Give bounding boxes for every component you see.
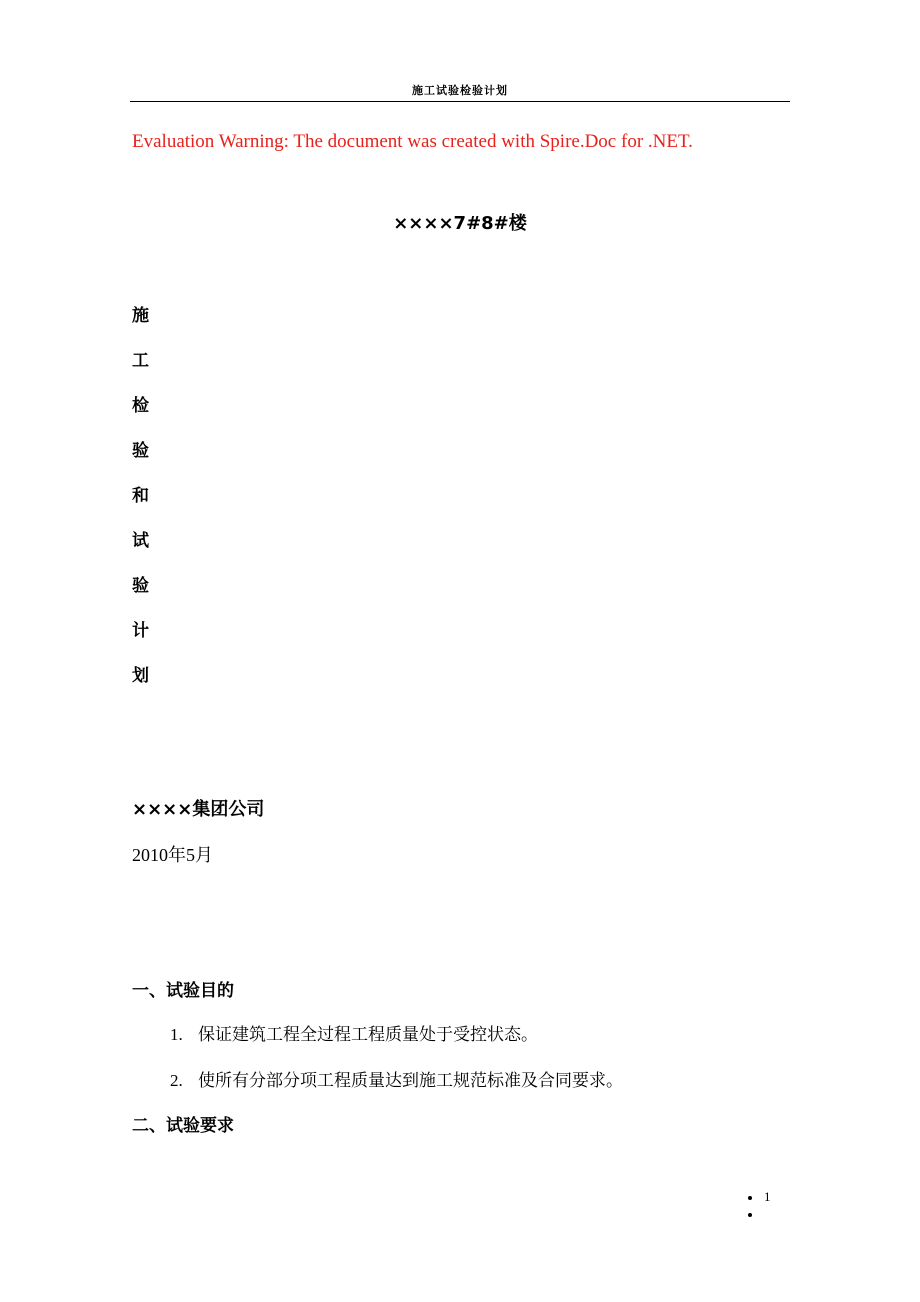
- list-item: [170, 1020, 538, 1045]
- title-char: 和: [132, 486, 149, 506]
- title-char: 工: [132, 351, 149, 371]
- list-item-text: 保证建筑工程全过程工程质量处于受控状态。: [198, 1025, 538, 1044]
- company-name: ××××集团公司: [132, 799, 265, 820]
- header-divider: [130, 101, 790, 102]
- title-char: 计: [132, 621, 149, 641]
- section-heading: 一、试验目的: [132, 981, 234, 1001]
- footer-dot: [748, 1196, 752, 1200]
- project-title: ××××7#8#楼: [393, 213, 527, 234]
- page-number: 1: [764, 1189, 771, 1204]
- title-char: 施: [132, 306, 149, 326]
- footer-dot: [748, 1213, 752, 1217]
- list-item-number: 2.: [170, 1071, 183, 1090]
- title-char: 检: [132, 396, 149, 416]
- title-char: 验: [132, 441, 149, 461]
- title-char: 划: [132, 666, 149, 686]
- list-item-text: 使所有分部分项工程质量达到施工规范标准及合同要求。: [198, 1071, 623, 1090]
- section-heading: 二、试验要求: [132, 1116, 234, 1136]
- evaluation-warning: Evaluation Warning: The document was created with Spire.Doc for .NET.: [132, 131, 693, 152]
- document-date: 2010年5月: [132, 845, 213, 865]
- list-item-number: 1.: [170, 1025, 183, 1044]
- title-char: 试: [132, 531, 149, 551]
- list-item: [170, 1066, 623, 1091]
- title-char: 验: [132, 576, 149, 596]
- page-header-title: 施工试验检验计划: [412, 84, 508, 97]
